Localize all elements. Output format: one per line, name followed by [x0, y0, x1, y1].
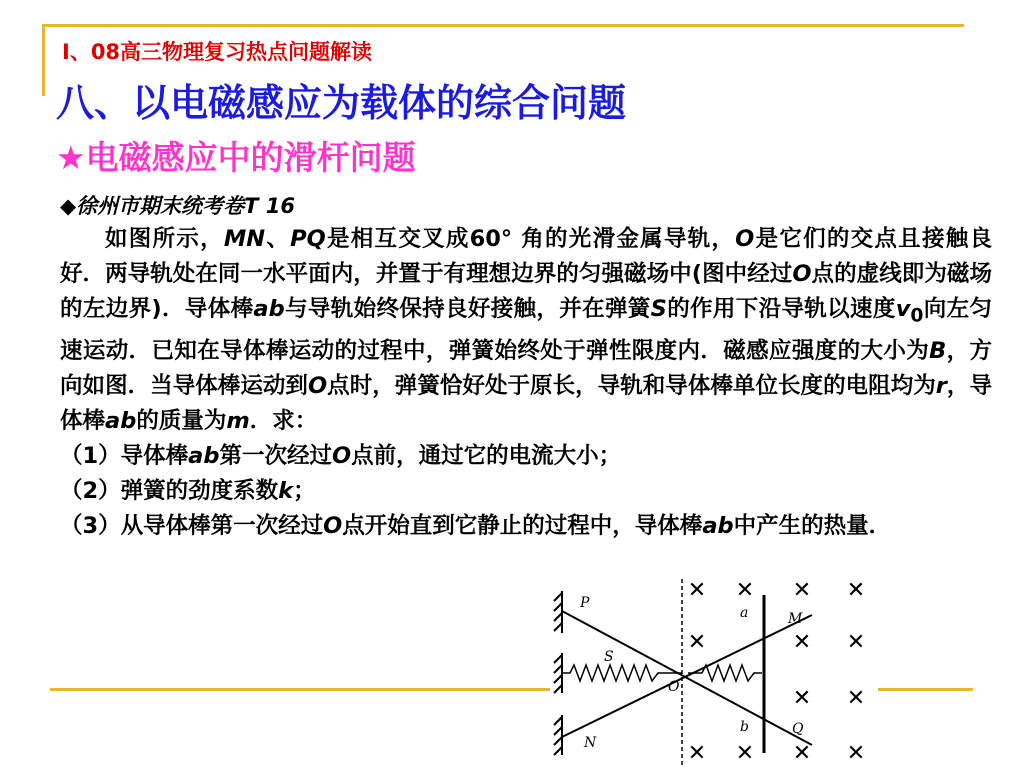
question-3: （3）从导体棒第一次经过O点开始直到它静止的过程中，导体棒ab中产生的热量．: [60, 512, 892, 539]
magnetic-field-marks: [688, 578, 865, 766]
main-title: 八、以电磁感应为载体的综合问题: [56, 81, 627, 125]
field-mark: ✕: [735, 741, 755, 766]
label-P: P: [580, 595, 590, 611]
field-mark: ✕: [846, 741, 866, 766]
field-mark: ✕: [846, 686, 866, 711]
problem-text: [60, 222, 992, 544]
label-M: M: [788, 611, 803, 627]
section-title: ★电磁感应中的滑杆问题: [56, 138, 416, 177]
field-mark: ✕: [735, 578, 755, 603]
label-N: N: [584, 735, 597, 751]
field-mark: ✕: [846, 630, 866, 655]
field-mark: ✕: [792, 741, 812, 766]
field-mark: ✕: [792, 578, 812, 603]
question-2: （2）弹簧的劲度系数k；: [60, 477, 316, 504]
spring-left: [562, 665, 682, 681]
label-S: S: [604, 649, 614, 665]
field-mark: ✕: [687, 741, 707, 766]
field-mark: ✕: [846, 578, 866, 603]
problem-stem: 如图所示，MN、PQ是相互交叉成60° 角的光滑金属导轨，O是它们的交点且接触良好．两导轨处在同一水平面内，并置于有理想边界的匀强磁场中(图中经过O点的虚线即为磁场的左边界)．导体棒ab与导轨始终保持良好接触，并在弹簧S的作用下沿导轨以速度$v_0$向左匀速运动．已知在导体棒运动的过程中，弹簧始终处于弹性限度内．磁感应强度的大小为B，方向如图．当导体棒运动到O点时，弹簧恰好处于原长，导轨和导体棒单位长度的电阻均为r，导体棒ab的质量为m．求：: [60, 226, 992, 434]
label-O: O: [668, 679, 680, 695]
question-1: （1）导体棒ab第一次经过O点前，通过它的电流大小；: [60, 442, 622, 469]
problem-source: ◆徐州市期末统考卷T 16: [60, 194, 296, 218]
spring-right: [688, 665, 762, 681]
label-Q: Q: [792, 721, 804, 737]
label-b: b: [740, 719, 749, 735]
wall-top: [554, 591, 562, 633]
label-a: a: [740, 605, 749, 621]
field-mark: ✕: [687, 578, 707, 603]
bottom-divider-right: [878, 688, 973, 691]
field-mark: ✕: [687, 630, 707, 655]
top-divider-line: [42, 24, 964, 27]
series-title: Ⅰ、08高三物理复习热点问题解读: [62, 40, 373, 64]
bottom-divider-left: [50, 688, 550, 691]
field-mark: ✕: [792, 630, 812, 655]
wall-middle: [554, 653, 562, 693]
physics-diagram: [540, 575, 890, 768]
wall-bottom: [554, 715, 562, 755]
left-accent-line: [42, 24, 45, 96]
field-mark: ✕: [792, 686, 812, 711]
